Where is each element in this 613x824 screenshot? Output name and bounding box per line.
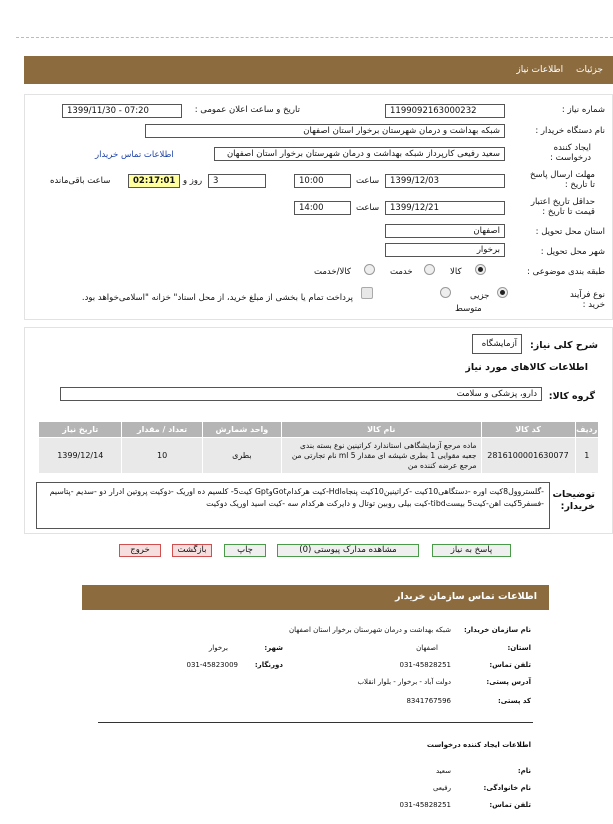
- fax-label: دورنگار:: [254, 661, 283, 669]
- goods-table: [38, 421, 599, 474]
- buyer-notes-box: -گلستروول8کیت اوره -دستگاهی10کیت -کراتینین10کیت پنجاهHdl-کیت هرکدامGotوGpt کیت5- کلسیم ده اوریک -دوکیت پروتین ادرار دو -سدیم -پتاسیم -فسفر5کیت اهن-کیت5 بیستtibd-کیت بیلی روبین توتال و دایرکت هرکدام سه -کیت اسید اوریک دوکیت: [36, 482, 550, 529]
- process-partial-label: جزیی: [470, 291, 490, 301]
- view-attachments-button[interactable]: مشاهده مدارک پیوستی (0): [277, 544, 419, 557]
- tab-need-info[interactable]: اطلاعات نیاز: [516, 65, 564, 75]
- countdown-timer: 02:17:01: [128, 174, 180, 188]
- cell-name: ماده مرجع آزمایشگاهی استاندارد کراتینین نوع بسته بندی جعبه مقوایی 1 بطری شیشه ای مقدار 5 ml نام تجارتی من مرجع عرضه کننده من: [281, 438, 481, 474]
- contact-divider: [98, 722, 533, 723]
- print-button[interactable]: چاپ: [224, 544, 266, 557]
- category-label: طبقه بندی موضوعی :: [527, 267, 605, 277]
- phone-value: 031-45828251: [399, 661, 451, 669]
- creator-info-title: اطلاعات ایجاد کننده درخواست: [426, 741, 531, 749]
- process-label: نوع فرآیند خرید :: [569, 290, 605, 310]
- postal-value: 8341767596: [406, 697, 451, 705]
- contact-province-label: استان:: [507, 644, 531, 652]
- validity-time-field: 14:00: [294, 201, 351, 215]
- validity-date-field: 1399/12/21: [385, 201, 505, 215]
- family-value: رفیعی: [432, 784, 451, 792]
- col-code: کد کالا: [481, 422, 575, 438]
- goods-info-title: اطلاعات کالاهای مورد نیاز: [465, 362, 588, 373]
- page-header: [24, 56, 613, 84]
- cell-code: 2816100001630077: [481, 438, 575, 474]
- family-label: نام خانوادگی:: [483, 784, 531, 792]
- col-row: ردیف: [575, 422, 598, 438]
- address-value: دولت آباد - برخوار - بلوار انقلاب: [357, 678, 451, 686]
- general-desc-field: آزمایشگاه: [472, 334, 522, 354]
- process-medium-radio[interactable]: [440, 287, 451, 298]
- deadline-date-field: 1399/12/03: [385, 174, 505, 188]
- contact-city-value: برخوار: [208, 644, 228, 652]
- category-goods-service-label: کالا/خدمت: [314, 267, 351, 277]
- category-service-label: خدمت: [390, 267, 413, 277]
- col-unit: واحد شمارش: [202, 422, 281, 438]
- exit-button[interactable]: خروج: [119, 544, 161, 557]
- name-label: نام:: [517, 767, 531, 775]
- buyer-label: نام دستگاه خریدار :: [535, 126, 605, 136]
- days-label: روز و: [183, 176, 203, 186]
- need-number-label: شماره نیاز :: [561, 105, 605, 115]
- category-goods-service-radio[interactable]: [364, 264, 375, 275]
- deadline-label: مهلت ارسال پاسخ تا تاریخ :: [530, 170, 595, 190]
- top-divider: [16, 37, 613, 38]
- reply-button[interactable]: پاسخ به نیاز: [432, 544, 511, 557]
- cell-row: 1: [575, 438, 598, 474]
- phone-label: تلفن تماس:: [489, 661, 531, 669]
- general-desc-label: شرح کلی نیاز:: [529, 340, 598, 351]
- remaining-label: ساعت باقی‌مانده: [50, 176, 111, 186]
- col-date: تاریخ نیاز: [39, 422, 122, 438]
- deadline-time-label: ساعت: [356, 176, 380, 186]
- buyer-notes-label: توضیحات خریدار:: [552, 489, 595, 512]
- announce-field: 1399/11/30 - 07:20: [62, 104, 182, 118]
- address-label: آدرس پستی:: [486, 678, 531, 686]
- days-field: 3: [208, 174, 266, 188]
- city-label: شهر محل تحویل :: [540, 247, 605, 257]
- creator-phone-value: 031-45828251: [399, 801, 451, 809]
- contact-header: [82, 585, 549, 610]
- creator-field: سعید رفیعی کارپرداز شبکه بهداشت و درمان شهرستان برخوار استان اصفهان: [214, 147, 505, 161]
- cell-date: 1399/12/14: [39, 438, 122, 474]
- back-button[interactable]: بازگشت: [172, 544, 212, 557]
- name-value: سعید: [435, 767, 451, 775]
- contact-province-value: اصفهان: [416, 644, 438, 652]
- contact-title: اطلاعات تماس سازمان خریدار: [394, 591, 537, 602]
- postal-label: کد پستی:: [497, 697, 531, 705]
- goods-group-field: دارو، پزشکی و سلامت: [60, 387, 542, 401]
- city-field: برخوار: [385, 243, 505, 257]
- creator-phone-label: تلفن تماس:: [489, 801, 531, 809]
- fax-value: 031-45823009: [186, 661, 238, 669]
- validity-label: حداقل تاریخ اعتبار قیمت تا تاریخ :: [530, 197, 595, 217]
- process-partial-radio[interactable]: [497, 287, 508, 298]
- category-goods-radio[interactable]: [475, 264, 486, 275]
- buyer-contact-link[interactable]: اطلاعات تماس خریدار: [95, 150, 174, 160]
- category-goods-label: کالا: [450, 267, 462, 277]
- col-qty: تعداد / مقدار: [122, 422, 202, 438]
- process-medium-label: متوسط: [455, 304, 482, 314]
- buyer-field: شبکه بهداشت و درمان شهرستان برخوار استان اصفهان: [145, 124, 505, 138]
- goods-group-label: گروه کالا:: [548, 391, 595, 402]
- category-service-radio[interactable]: [424, 264, 435, 275]
- validity-time-label: ساعت: [356, 203, 380, 213]
- tab-details[interactable]: جزئیات: [576, 65, 603, 75]
- cell-qty: 10: [122, 438, 202, 474]
- deadline-time-field: 10:00: [294, 174, 351, 188]
- org-label: نام سازمان خریدار:: [463, 626, 531, 634]
- announce-label: تاریخ و ساعت اعلان عمومی :: [194, 105, 300, 115]
- contact-city-label: شهر:: [264, 644, 283, 652]
- table-row: [39, 438, 599, 474]
- province-label: استان محل تحویل :: [535, 227, 605, 237]
- creator-label: ایجاد کننده درخواست :: [550, 143, 591, 163]
- payment-note: پرداخت تمام یا بخشی از مبلغ خرید، از محل اسناد" خزانه "اسلامی‌خواهد بود.: [81, 293, 353, 303]
- org-value: شبکه بهداشت و درمان شهرستان برخوار استان اصفهان: [288, 626, 451, 634]
- cell-unit: بطری: [202, 438, 281, 474]
- col-name: نام کالا: [281, 422, 481, 438]
- province-field: اصفهان: [385, 224, 505, 238]
- treasury-payment-checkbox[interactable]: [361, 287, 373, 299]
- need-number-field: 1199092163000232: [385, 104, 505, 118]
